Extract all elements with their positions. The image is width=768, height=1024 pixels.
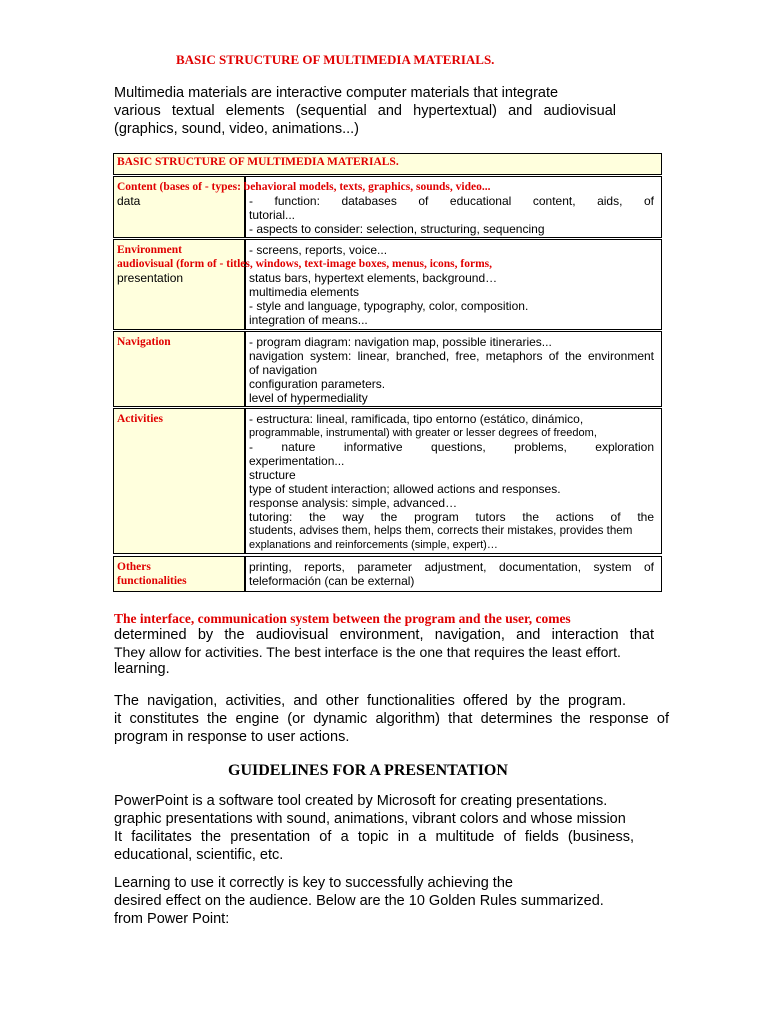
row-line: navigation system: linear, branched, free, metaphors of the environment <box>249 349 654 363</box>
table-header-text: BASIC STRUCTURE OF MULTIMEDIA MATERIALS. <box>117 156 399 168</box>
row-line: tutorial... <box>249 208 296 222</box>
learning-line: Learning to use it correctly is key to successfully achieving the <box>114 875 513 891</box>
row-content <box>249 243 654 327</box>
interface-line: determined by the audiovisual environment, navigation, and interaction that <box>114 627 654 643</box>
navigation-line: program in response to user actions. <box>114 729 350 745</box>
row-line: explanations and reinforcements (simple, expert)… <box>249 539 498 551</box>
row-line: level of hypermediality <box>249 391 368 405</box>
intro-paragraph <box>114 84 616 138</box>
row-line: - style and language, typography, color, composition. <box>249 299 529 313</box>
row-line: programmable, instrumental) with greater or lesser degrees of freedom, <box>249 427 597 439</box>
row-line: configuration parameters. <box>249 377 386 391</box>
powerpoint-line: educational, scientific, etc. <box>114 847 284 863</box>
table-row-navigation <box>113 331 662 407</box>
row-label: Others <box>117 561 151 573</box>
interface-line: learning. <box>114 661 170 677</box>
table-row-others <box>113 556 662 592</box>
row-label: Content (bases of - types: behavioral models, texts, graphics, sounds, video... <box>117 181 491 193</box>
learning-paragraph <box>114 874 634 928</box>
row-line: - function: databases of educational content, aids, of <box>249 194 654 208</box>
row-label-plain: presentation <box>117 271 184 285</box>
intro-line: (graphics, sound, video, animations...) <box>114 121 360 137</box>
row-label: Activities <box>117 413 163 425</box>
row-line: type of student interaction; allowed actions and responses. <box>249 482 561 496</box>
table-row-content <box>113 176 662 238</box>
row-content <box>249 335 654 405</box>
row-line: integration of means... <box>249 313 368 327</box>
interface-paragraph <box>114 610 654 678</box>
learning-line: desired effect on the audience. Below are the 10 Golden Rules summarized. <box>114 893 604 909</box>
row-content <box>249 194 654 236</box>
interface-line: They allow for activities. The best interface is the one that requires the least effort. <box>114 644 621 660</box>
navigation-line: The navigation, activities, and other functionalities offered by the program. <box>114 693 626 709</box>
row-label-2: functionalities <box>117 575 187 587</box>
intro-line: various textual elements (sequential and hypertextual) and audiovisual <box>114 103 616 119</box>
row-line: printing, reports, parameter adjustment, documentation, system of <box>249 560 654 574</box>
powerpoint-paragraph <box>114 792 634 864</box>
table-header <box>113 153 662 175</box>
row-line: response analysis: simple, advanced… <box>249 496 458 510</box>
row-line: - estructura: lineal, ramificada, tipo entorno (estático, dinámico, <box>249 412 584 426</box>
row-line: students, advises them, helps them, corrects their mistakes, provides them <box>249 524 633 537</box>
row-line: - nature informative questions, problems, exploration <box>249 440 654 454</box>
guidelines-heading: GUIDELINES FOR A PRESENTATION <box>228 762 508 779</box>
row-line: teleformación (can be external) <box>249 574 415 588</box>
intro-line: Multimedia materials are interactive computer materials that integrate <box>114 85 559 101</box>
row-label: Environment <box>117 244 182 256</box>
row-content <box>249 412 654 552</box>
row-line: structure <box>249 468 296 482</box>
row-line: - program diagram: navigation map, possible itineraries... <box>249 335 552 349</box>
row-line: - screens, reports, voice... <box>249 243 388 257</box>
row-line: experimentation... <box>249 454 345 468</box>
powerpoint-line: graphic presentations with sound, animations, vibrant colors and whose mission <box>114 811 626 827</box>
row-line: tutoring: the way the program tutors the actions of the <box>249 510 654 524</box>
navigation-line: it constitutes the engine (or dynamic algorithm) that determines the response of <box>114 711 669 727</box>
row-line: status bars, hypertext elements, background… <box>249 271 498 285</box>
row-label: Navigation <box>117 336 171 348</box>
table-row-activities <box>113 408 662 554</box>
document-title: BASIC STRUCTURE OF MULTIMEDIA MATERIALS. <box>176 52 495 67</box>
row-label-plain: data <box>117 194 141 208</box>
powerpoint-line: It facilitates the presentation of a topic in a multitude of fields (business, <box>114 829 634 845</box>
row-content <box>249 560 654 588</box>
row-line: multimedia elements <box>249 285 360 299</box>
learning-line: from Power Point: <box>114 911 230 927</box>
row-label-2: audiovisual (form of - titles, windows, text-image boxes, menus, icons, forms, <box>117 258 493 270</box>
table-row-environment <box>113 239 662 330</box>
navigation-paragraph <box>114 692 669 746</box>
row-line: of navigation <box>249 363 318 377</box>
interface-lead: The interface, communication system between the program and the user, comes <box>114 611 571 626</box>
row-line: - aspects to consider: selection, structuring, sequencing <box>249 222 545 236</box>
powerpoint-line: PowerPoint is a software tool created by Microsoft for creating presentations. <box>114 793 608 809</box>
row-label-cell <box>114 409 245 553</box>
